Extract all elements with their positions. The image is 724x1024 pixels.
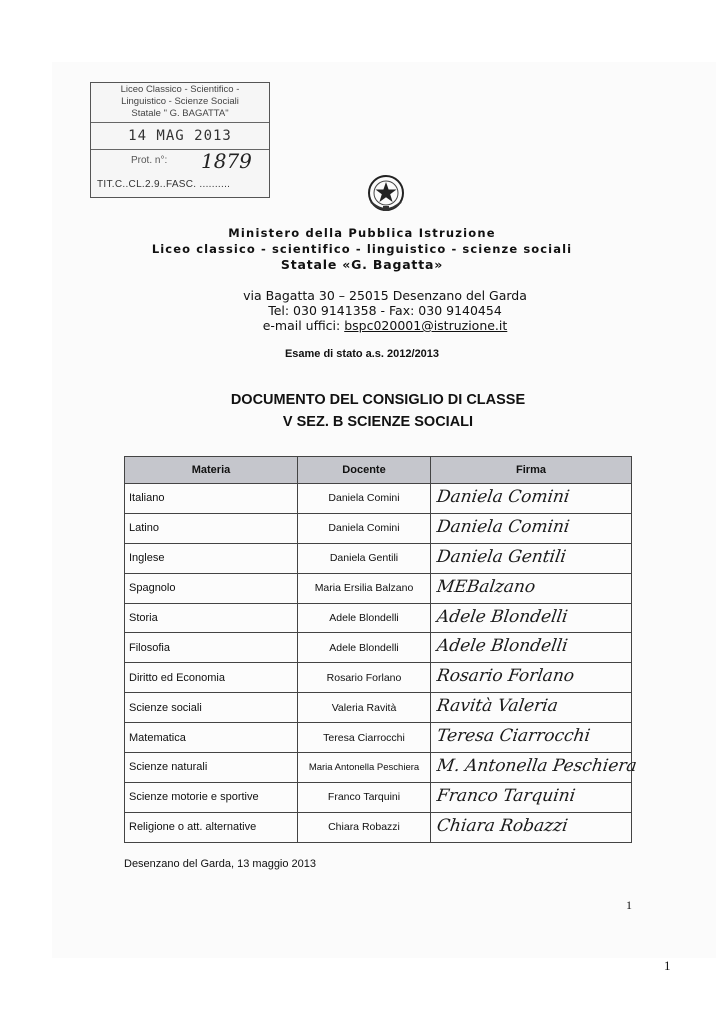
school-type-heading: Liceo classico - scientifico - linguistico - scienze sociali (151, 242, 573, 256)
subject-cell: Storia (125, 603, 298, 633)
stamp-tit-line: TIT.C..CL.2.9..FASC. .......... (97, 179, 231, 190)
stamp-prot-label: Prot. n°: (131, 155, 168, 166)
subject-cell: Religione o att. alternative (125, 812, 298, 842)
teacher-cell: Daniela Comini (298, 484, 431, 514)
subject-cell: Latino (125, 513, 298, 543)
signature: Daniela Comini (435, 487, 571, 507)
table-row (125, 693, 632, 723)
teacher-cell: Daniela Comini (298, 513, 431, 543)
address-email-line (0, 318, 724, 334)
subject-cell: Diritto ed Economia (125, 663, 298, 693)
subject-cell: Scienze motorie e sportive (125, 782, 298, 812)
email-label: e-mail uffici: (262, 318, 345, 333)
signature: Daniela Gentili (435, 546, 568, 567)
signature-cell (431, 693, 632, 723)
exam-year: Esame di stato a.s. 2012/2013 (284, 348, 440, 360)
document-title: DOCUMENTO DEL CONSIGLIO DI CLASSE (230, 392, 526, 408)
signature: Daniela Comini (435, 516, 571, 537)
table-row (125, 663, 632, 693)
signature-cell (431, 782, 632, 812)
stamp-date: 14 MAG 2013 (91, 123, 269, 150)
signature-cell (431, 633, 632, 663)
signature-cell (431, 543, 632, 573)
stamp-school-name (91, 83, 269, 123)
signature-cell (431, 573, 632, 603)
table-row (125, 812, 632, 842)
teacher-cell: Valeria Ravità (298, 693, 431, 723)
signature-cell (431, 663, 632, 693)
signature: Chiara Robazzi (435, 815, 570, 836)
header-docente: Docente (298, 457, 431, 484)
teacher-cell: Teresa Ciarrocchi (298, 723, 431, 753)
teacher-cell: Rosario Forlano (298, 663, 431, 693)
signature: Teresa Ciarrocchi (435, 726, 592, 747)
table-row (125, 573, 632, 603)
signature-cell (431, 723, 632, 753)
stamp-line-1: Liceo Classico - Scientifico - (120, 84, 240, 95)
signature: Rosario Forlano (435, 666, 576, 687)
subject-cell: Matematica (125, 723, 298, 753)
table-row (125, 543, 632, 573)
signature: Ravità Valeria (435, 696, 560, 717)
signature: M. Antonella Peschiera (435, 756, 639, 777)
teacher-cell: Chiara Robazzi (298, 812, 431, 842)
signature-cell (431, 484, 632, 514)
italian-emblem-icon (365, 172, 407, 214)
signature: MEBalzano (435, 576, 537, 597)
teacher-cell: Adele Blondelli (298, 603, 431, 633)
table-row (125, 753, 632, 783)
signature-cell (431, 753, 639, 783)
table-row (125, 782, 632, 812)
email-link[interactable]: bspc020001@istruzione.it (344, 318, 508, 333)
stamp-prot-number: 1879 (201, 149, 252, 173)
address-phone: Tel: 030 9141358 - Fax: 030 9140454 (268, 303, 502, 318)
teachers-table (124, 456, 639, 843)
place-and-date: Desenzano del Garda, 13 maggio 2013 (124, 858, 317, 870)
table-row (125, 484, 632, 514)
address-street: via Bagatta 30 – 25015 Desenzano del Garda (243, 288, 527, 303)
teacher-cell: Adele Blondelli (298, 633, 431, 663)
signature: Adele Blondelli (435, 636, 569, 657)
header-materia: Materia (125, 457, 298, 484)
subject-cell: Filosofia (125, 633, 298, 663)
document-subtitle: V SEZ. B SCIENZE SOCIALI (282, 414, 474, 430)
page-number-inner: 1 (626, 898, 632, 912)
stamp-line-2: Linguistico - Scienze Sociali (121, 96, 239, 107)
table-row (125, 633, 632, 663)
subject-cell: Italiano (125, 484, 298, 514)
signature: Franco Tarquini (435, 785, 577, 806)
teacher-cell: Daniela Gentili (298, 543, 431, 573)
signature: Adele Blondelli (435, 606, 569, 627)
signature-cell (431, 513, 632, 543)
subject-cell: Inglese (125, 543, 298, 573)
table-row (125, 603, 632, 633)
teacher-cell: Maria Ersilia Balzano (298, 573, 431, 603)
table-header-row (125, 457, 632, 484)
subject-cell: Scienze sociali (125, 693, 298, 723)
stamp-line-3: Statale " G. BAGATTA" (131, 108, 229, 119)
table-row (125, 723, 632, 753)
teacher-cell: Maria Antonella Peschiera (298, 753, 431, 783)
subject-cell: Spagnolo (125, 573, 298, 603)
teacher-cell: Franco Tarquini (298, 782, 431, 812)
page-number-outer: 1 (664, 958, 671, 973)
subject-cell: Scienze naturali (125, 753, 298, 783)
signature-cell (431, 812, 632, 842)
table-row (125, 513, 632, 543)
ministry-heading: Ministero della Pubblica Istruzione (228, 226, 496, 240)
school-name-heading: Statale «G. Bagatta» (280, 257, 444, 272)
header-firma: Firma (431, 457, 632, 484)
signature-cell (431, 603, 632, 633)
protocol-stamp (90, 82, 270, 198)
